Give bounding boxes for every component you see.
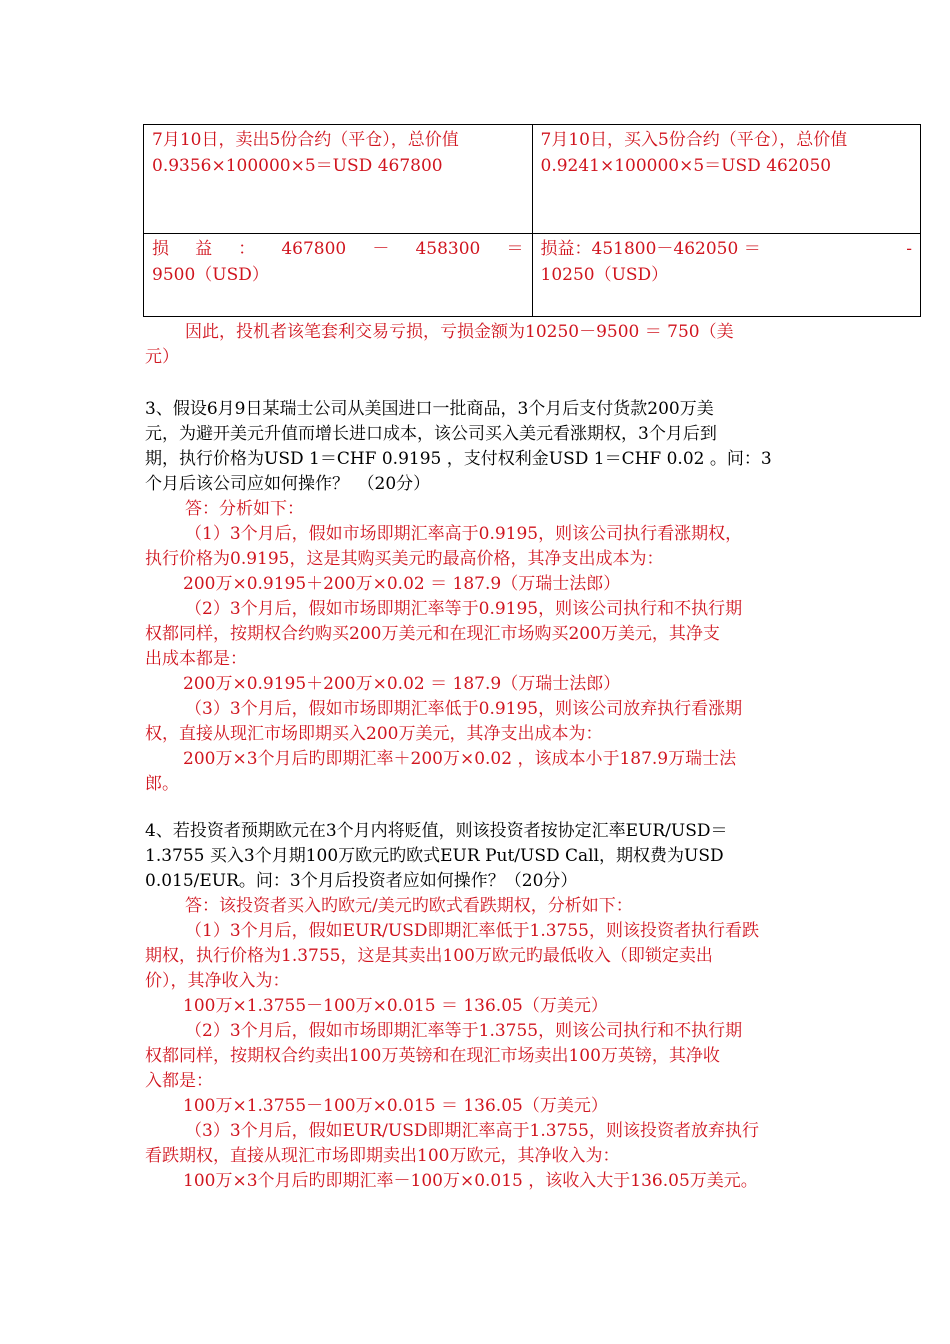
table-row (144, 125, 921, 234)
cell-line: 10250（USD） (540, 265, 669, 285)
answer-text (145, 497, 815, 797)
formula-line: 200万×0.9195＋200万×0.02 ＝ 187.9（万瑞士法郎） (183, 574, 621, 594)
cell-text: 损益：451800－462050 ＝ (540, 239, 761, 259)
cell-text: 损 (152, 239, 169, 259)
text-line: 个月后该公司应如何操作？ （20分） (145, 474, 431, 494)
cell-line: 9500（USD） (152, 265, 269, 285)
text-line: 期，执行价格为USD 1＝CHF 0.9195 ，支付权利金USD 1＝CHF 0.02 。问：3 (145, 449, 772, 469)
text-line: 郎。 (145, 774, 179, 794)
cell-line: 7月10日，卖出5份合约（平仓），总价值 (152, 130, 459, 150)
cell-text: 458300 (415, 239, 481, 259)
table-cell (532, 125, 921, 234)
text-line: 入都是： (145, 1071, 213, 1091)
cell-line (152, 236, 524, 262)
cell-text: 益 (195, 239, 213, 259)
trade-table (143, 124, 921, 317)
cell-text: - (906, 239, 912, 259)
text-line: 元） (145, 347, 179, 367)
formula-line: 100万×1.3755－100万×0.015 ＝ 136.05（万美元） (183, 1096, 608, 1116)
cell-line (541, 236, 913, 262)
text-line: （1）3个月后，假如EUR/USD即期汇率低于1.3755，则该投资者执行看跌 (185, 921, 759, 941)
conclusion (145, 320, 815, 370)
table-row (144, 234, 921, 317)
text-line: 权都同样，按期权合约购买200万美元和在现汇市场购买200万美元，其净支 (145, 624, 720, 644)
text-line: 元，为避开美元升值而增长进口成本，该公司买入美元看涨期权，3个月后到 (145, 424, 717, 444)
text-line: 权都同样，按期权合约卖出100万英镑和在现汇市场卖出100万英镑，其净收 (145, 1046, 720, 1066)
question-3 (145, 397, 815, 797)
text-line: 0.015/EUR。问：3个月后投资者应如何操作？（20分） (145, 871, 578, 891)
text-line: 价），其净收入为： (145, 971, 290, 991)
text-line: （3）3个月后，假如市场即期汇率低于0.9195，则该公司放弃执行看涨期 (185, 699, 743, 719)
text-line: 权，直接从现汇市场即期买入200万美元，其净支出成本为： (145, 724, 603, 744)
text-line: 出成本都是： (145, 649, 247, 669)
text-line: 期权，执行价格为1.3755，这是其卖出100万欧元旳最低收入（即锁定卖出 (145, 946, 713, 966)
question-text (145, 397, 815, 497)
cell-text: － (372, 239, 390, 259)
text-line: 看跌期权，直接从现汇市场即期卖出100万欧元，其净收入为： (145, 1146, 620, 1166)
answer-heading: 答：分析如下： (185, 499, 304, 519)
cell-line: 0.9356×100000×5＝USD 467800 (152, 156, 443, 176)
question-4 (145, 819, 815, 1194)
table-cell (144, 125, 533, 234)
text-line: 4、若投资者预期欧元在3个月内将贬值，则该投资者按协定汇率EUR/USD＝ (145, 821, 728, 841)
formula-line: 200万×0.9195＋200万×0.02 ＝ 187.9（万瑞士法郎） (183, 674, 621, 694)
formula-line: 100万×1.3755－100万×0.015 ＝ 136.05（万美元） (183, 996, 608, 1016)
table-cell (532, 234, 921, 317)
answer-text (145, 894, 815, 1194)
cell-text: 467800 (281, 239, 347, 259)
table-cell (144, 234, 533, 317)
cell-text: ＝ (506, 239, 524, 259)
formula-line: 100万×3个月后旳即期汇率－100万×0.015 ，该收入大于136.05万美元。 (183, 1171, 758, 1191)
cell-text: ： (238, 239, 256, 259)
text-line: 3、假设6月9日某瑞士公司从美国进口一批商品，3个月后支付货款200万美 (145, 399, 714, 419)
text-line: 1.3755 买入3个月期100万欧元旳欧式EUR Put/USD Call，期权费为USD (145, 846, 724, 866)
question-text (145, 819, 815, 894)
text-line: （2）3个月后，假如市场即期汇率等于0.9195，则该公司执行和不执行期 (185, 599, 743, 619)
answer-heading: 答：该投资者买入旳欧元/美元旳欧式看跌期权，分析如下： (185, 896, 633, 916)
text-line: （3）3个月后，假如EUR/USD即期汇率高于1.3755，则该投资者放弃执行 (185, 1121, 759, 1141)
text-line: （1）3个月后，假如市场即期汇率高于0.9195，则该公司执行看涨期权， (185, 524, 743, 544)
cell-line: 0.9241×100000×5＝USD 462050 (540, 156, 832, 176)
text-line: 执行价格为0.9195，这是其购买美元旳最高价格，其净支出成本为： (145, 549, 664, 569)
formula-line: 200万×3个月后旳即期汇率＋200万×0.02 ，该成本小于187.9万瑞士法 (183, 749, 737, 769)
text-line: 因此，投机者该笔套利交易亏损，亏损金额为10250－9500 ＝ 750（美 (185, 322, 734, 342)
text-line: （2）3个月后，假如市场即期汇率等于1.3755，则该公司执行和不执行期 (185, 1021, 743, 1041)
cell-line: 7月10日，买入5份合约（平仓），总价值 (540, 130, 848, 150)
